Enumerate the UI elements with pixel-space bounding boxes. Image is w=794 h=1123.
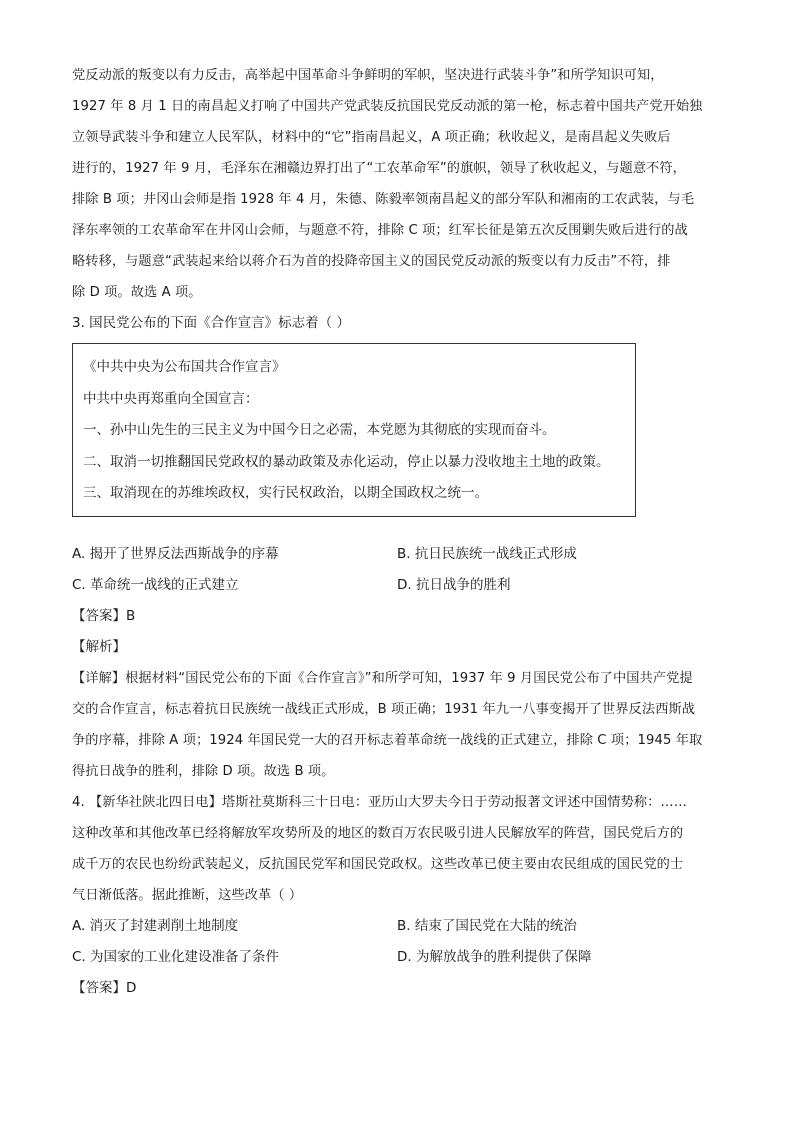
option-b: B. 结束了国民党在大陆的统治 — [397, 917, 577, 934]
text-line: 略转移，与题意“武装起来给以蒋介石为首的投降帝国主义的国民党反动派的叛变以有力反击”不符，排 — [72, 254, 671, 269]
question-3-stem: 3. 国民党公布的下面《合作宣言》标志着（ ） — [72, 315, 350, 331]
q3-analysis-label: 【解析】 — [72, 638, 126, 655]
option-d: D. 为解放战争的胜利提供了保障 — [397, 948, 592, 965]
text-line: 成千万的农民也纷纷武装起义，反抗国民党军和国民党政权。这些改革已使主要由农民组成的国民党的士 — [72, 856, 684, 872]
text-line: 泽东率领的工农革命军在井冈山会师，与题意不符，排除 C 项；红军长征是第五次反围剿失败后进行的战 — [72, 223, 688, 238]
option-d: D. 抗日战争的胜利 — [397, 576, 511, 593]
document-page — [72, 60, 724, 1004]
material-box — [72, 343, 636, 517]
material-line: 中共中央再郑重向全国宣言： — [83, 390, 259, 407]
text-line: 争的序幕，排除 A 项；1924 年国民党一大的召开标志着革命统一战线的正式建立，排除 C 项；1945 年取 — [72, 732, 703, 748]
text-line: 这种改革和其他改革已经将解放军攻势所及的地区的数百万农民吸引进人民解放军的阵营，国民党后方的 — [72, 825, 684, 841]
question-4-stem — [72, 787, 724, 911]
option-a: A. 揭开了世界反法西斯战争的序幕 — [72, 545, 279, 562]
text-line: 交的合作宣言，标志着抗日民族统一战线正式形成，B 项正确；1931 年九一八事变揭开了世界反法西斯战 — [72, 701, 696, 717]
text-line: 除 D 项。故选 A 项。 — [72, 285, 202, 300]
text-line: 气日渐低落。据此推断，这些改革（ ） — [72, 887, 303, 903]
text-line: 立领导武装斗争和建立人民军队，材料中的“它”指南昌起义，A 项正确；秋收起义，是南昌起义失败后 — [72, 130, 671, 145]
material-title: 《中共中央为公布国共合作宣言》 — [83, 359, 286, 375]
q3-options-row-2 — [72, 570, 724, 601]
text-line: 排除 B 项；井冈山会师是指 1928 年 4 月，朱德、陈毅率领南昌起义的部分军队和湘南的工农武装，与毛 — [72, 192, 695, 207]
material-line: 二、取消一切推翻国民党政权的暴动政策及赤化运动，停止以暴力没收地主土地的政策。 — [83, 453, 610, 470]
q3-detail — [72, 663, 724, 787]
q4-options-row-1 — [72, 911, 724, 942]
previous-explanation — [72, 60, 724, 308]
text-line: 4. 【新华社陕北四日电】塔斯社莫斯科三十日电：亚历山大罗夫今日于劳动报著文评述中国情势称：…… — [72, 794, 688, 810]
text-line: 1927 年 8 月 1 日的南昌起义打响了中国共产党武装反抗国民党反动派的第一枪，标志着中国共产党开始独 — [72, 99, 703, 114]
text-line: 党反动派的叛变以有力反击，高举起中国革命斗争鲜明的军帜，坚决进行武装斗争”和所学知识可知， — [72, 68, 664, 83]
q3-options-row-1 — [72, 539, 724, 570]
option-c: C. 为国家的工业化建设准备了条件 — [72, 948, 280, 965]
option-a: A. 消灭了封建剥削土地制度 — [72, 917, 239, 934]
text-line: 得抗日战争的胜利，排除 D 项。故选 B 项。 — [72, 763, 335, 779]
material-line: 三、取消现在的苏维埃政权，实行民权政治，以期全国政权之统一。 — [83, 485, 488, 501]
material-line: 一、孙中山先生的三民主义为中国今日之必需，本党愿为其彻底的实现而奋斗。 — [83, 422, 556, 438]
option-c: C. 革命统一战线的正式建立 — [72, 576, 239, 593]
text-line: 【详解】根据材料“国民党公布的下面《合作宣言》”和所学可知，1937 年 9 月国民党公布了中国共产党提 — [72, 670, 693, 686]
q4-options-row-2 — [72, 942, 724, 973]
q4-answer: 【答案】D — [72, 979, 137, 996]
text-line: 进行的，1927 年 9 月，毛泽东在湘赣边界打出了“工农革命军”的旗帜，领导了秋收起义，与题意不符， — [72, 161, 686, 176]
option-b: B. 抗日民族统一战线正式形成 — [397, 545, 577, 562]
q3-answer: 【答案】B — [72, 607, 136, 624]
